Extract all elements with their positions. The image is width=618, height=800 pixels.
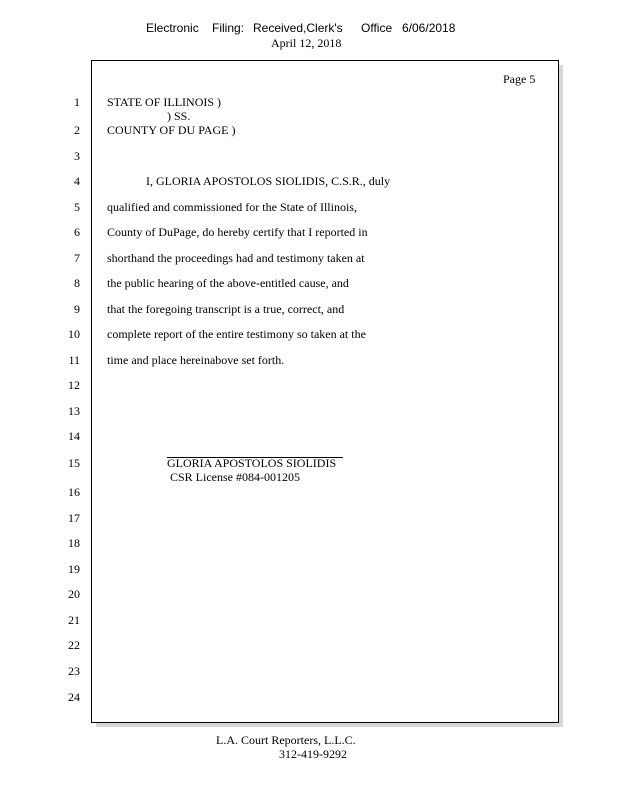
line-number: 23 (68, 664, 80, 678)
certificate-line: County of DuPage, do hereby certify that I reported in (107, 225, 368, 239)
filing-stamp-filing: Filing: (212, 21, 245, 35)
certificate-line: shorthand the proceedings had and testimony taken at (107, 251, 365, 265)
line-number: 24 (68, 690, 80, 704)
certificate-line: complete report of the entire testimony so taken at the (107, 327, 366, 341)
footer-phone: 312-419-9292 (279, 747, 347, 761)
line-number: 19 (68, 562, 80, 576)
line-number: 9 (74, 302, 80, 316)
line-number: 10 (68, 327, 80, 341)
line-number: 6 (74, 225, 80, 239)
line-number: 22 (68, 638, 80, 652)
signature-name: GLORIA APOSTOLOS SIOLIDIS (167, 456, 337, 470)
transcript-page (91, 60, 559, 723)
filing-stamp-office: Office (361, 21, 393, 35)
line-number: 1 (74, 95, 80, 109)
footer-company: L.A. Court Reporters, L.L.C. (216, 733, 356, 747)
line-number: 15 (68, 456, 80, 470)
signature-license: CSR License #084-001205 (170, 470, 300, 484)
certificate-line: I, GLORIA APOSTOLOS SIOLIDIS, C.S.R., duly (146, 174, 391, 188)
line-number: 20 (68, 587, 80, 601)
caption-state: STATE OF ILLINOIS ) (107, 95, 222, 109)
line-number: 13 (68, 404, 80, 418)
line-number: 2 (74, 123, 80, 137)
line-number: 3 (74, 149, 80, 163)
line-number: 5 (74, 200, 80, 214)
line-number: 18 (68, 536, 80, 550)
caption-ss: ) SS. (167, 109, 191, 123)
certificate-line: the public hearing of the above-entitled cause, and (107, 276, 349, 290)
page-number: Page 5 (503, 72, 536, 86)
certificate-line: that the foregoing transcript is a true, correct, and (107, 302, 345, 316)
line-number: 8 (74, 276, 80, 290)
filing-stamp-date: 6/06/2018 (402, 21, 456, 35)
caption-county: COUNTY OF DU PAGE ) (107, 123, 236, 137)
filing-stamp-received: Received,Clerk's (253, 21, 343, 35)
filing-stamp-electronic: Electronic (146, 21, 199, 35)
line-number: 21 (68, 613, 80, 627)
line-number: 16 (68, 485, 80, 499)
line-number: 12 (68, 378, 80, 392)
line-number: 11 (68, 353, 80, 367)
line-number: 4 (74, 174, 80, 188)
line-number: 7 (74, 251, 80, 265)
hearing-date: April 12, 2018 (271, 36, 342, 50)
line-number: 14 (68, 429, 80, 443)
certificate-line: qualified and commissioned for the State of Illinois, (107, 200, 357, 214)
certificate-line: time and place hereinabove set forth. (107, 353, 285, 367)
line-number: 17 (68, 511, 80, 525)
